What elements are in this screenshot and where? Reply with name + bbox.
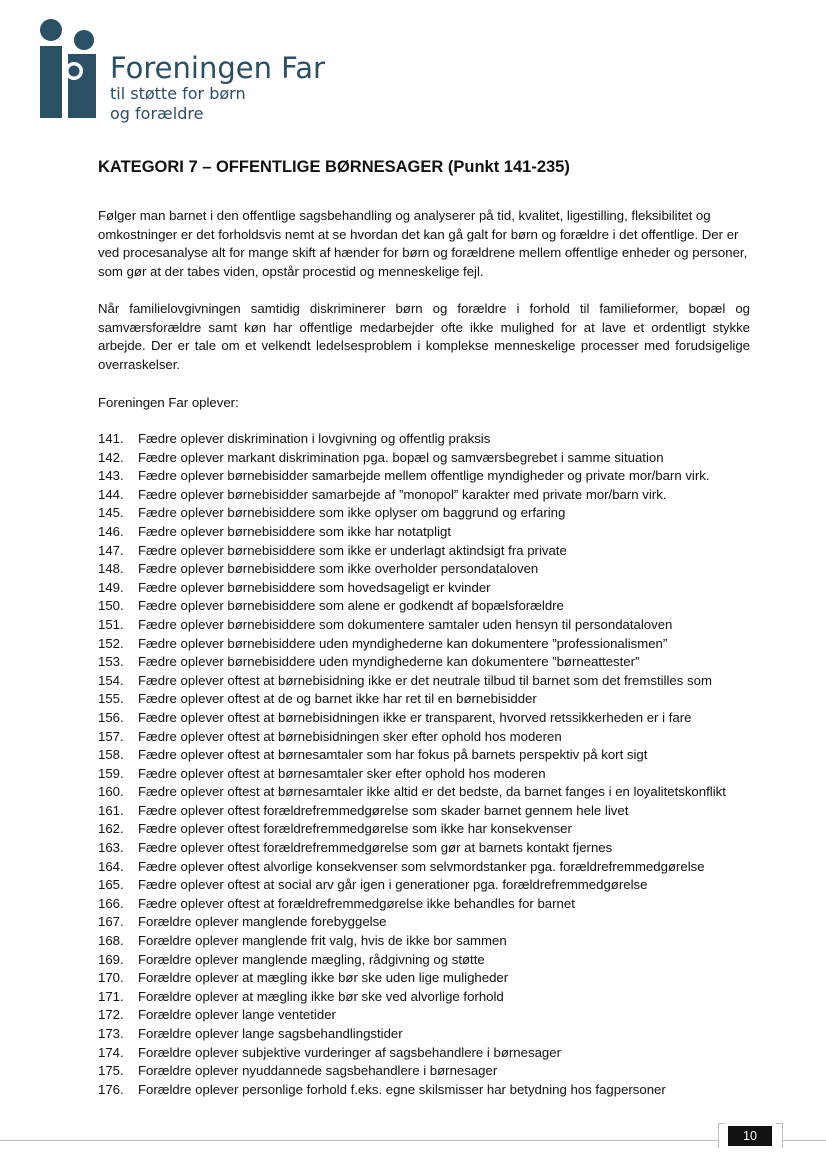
list-item [98, 430, 798, 449]
list-item [98, 1025, 798, 1044]
list-item-text: Fædre oplever oftest at de og barnet ikke har ret til en børnebisidder [138, 691, 537, 707]
logo-tagline-2: og forældre [110, 104, 204, 123]
list-item-text: Fædre oplever oftest forældrefremmedgørelse som skader barnet gennem hele livet [138, 802, 629, 818]
list-item [98, 951, 798, 970]
list-item [98, 839, 798, 858]
list-item-number: 145. [98, 505, 124, 521]
list-item-text: Fædre oplever børnebisiddere uden myndighederne kan dokumentere ”professionalismen” [138, 635, 668, 651]
list-item-number: 149. [98, 579, 124, 595]
list-item [98, 579, 798, 598]
list-item-number: 154. [98, 672, 124, 688]
list-item-number: 170. [98, 970, 124, 986]
list-item-text: Fædre oplever børnebisiddere som ikke oplyser om baggrund og erfaring [138, 505, 566, 521]
list-item-text: Fædre oplever oftest at børnesamtaler sker efter ophold hos moderen [138, 765, 546, 781]
list-item [98, 802, 798, 821]
list-item [98, 486, 798, 505]
list-item-number: 169. [98, 951, 124, 967]
list-item-text: Forældre oplever lange ventetider [138, 1007, 336, 1023]
list-item-number: 172. [98, 1007, 124, 1023]
list-item-number: 159. [98, 765, 124, 781]
list-item-text: Fædre oplever børnebisiddere som dokumentere samtaler uden hensyn til persondataloven [138, 616, 673, 632]
list-item [98, 913, 798, 932]
list-item-number: 171. [98, 988, 124, 1004]
list-item [98, 467, 798, 486]
list-item-text: Forældre oplever at mægling ikke bør ske ved alvorlige forhold [138, 988, 504, 1004]
list-item-number: 164. [98, 858, 124, 874]
list-item-number: 175. [98, 1063, 124, 1079]
list-item-number: 141. [98, 431, 124, 446]
list-item-number: 167. [98, 914, 124, 930]
list-item-text: Forældre oplever subjektive vurderinger af sagsbehandlere i børnesager [138, 1044, 561, 1060]
list-item-number: 168. [98, 933, 124, 949]
list-item-number: 165. [98, 877, 124, 893]
list-item-number: 146. [98, 523, 124, 539]
list-item-text: Forældre oplever lange sagsbehandlingstider [138, 1026, 403, 1041]
page-number: 10 [728, 1126, 772, 1146]
list-item-text: Fædre oplever børnebisiddere uden myndighederne kan dokumentere ”børneattester” [138, 654, 640, 670]
footer-divider [0, 1140, 718, 1141]
list-item [98, 876, 798, 895]
logo-name: Foreningen Far [110, 51, 325, 85]
list-item-text: Forældre oplever nyuddannede sagsbehandlere i børnesager [138, 1063, 498, 1079]
numbered-list [98, 430, 798, 1099]
list-item-number: 160. [98, 784, 124, 800]
paragraph-2: Når familielovgivningen samtidig diskriminerer børn og forældre i forhold til familieformer, bopæl og samværsforældre samt køn har offentlige medarbejder ofte ikke mulighed for at lave et ordentligt stykke arbejde. Der er tale om et velkendt ledelsesproblem i komplekse menneskelige processer med forudsigelige overraskelser. [98, 301, 750, 372]
list-item-text: Fædre oplever markant diskrimination pga. bopæl og samværsbegrebet i samme situation [138, 449, 664, 465]
list-item-number: 173. [98, 1026, 124, 1041]
list-item [98, 560, 798, 579]
list-item [98, 709, 798, 728]
page-number-frame-left [718, 1123, 725, 1148]
footer-divider-right [782, 1140, 826, 1141]
list-item [98, 1081, 798, 1100]
list-item [98, 783, 798, 802]
list-item [98, 1062, 798, 1081]
list-item-text: Forældre oplever manglende forebyggelse [138, 914, 387, 930]
list-item [98, 765, 798, 784]
list-item-text: Forældre oplever personlige forhold f.eks. egne skilsmisser har betydning hos fagpersoner [138, 1081, 666, 1097]
list-item [98, 1006, 798, 1025]
section-heading: KATEGORI 7 – OFFENTLIGE BØRNESAGER (Punkt 141-235) [98, 158, 570, 176]
list-item-number: 147. [98, 542, 124, 558]
list-item [98, 728, 798, 747]
list-item-text: Forældre oplever at mægling ikke bør ske uden lige muligheder [138, 970, 509, 986]
list-item-number: 150. [98, 598, 124, 614]
list-item-text: Fædre oplever oftest at forældrefremmedgørelse ikke behandles for barnet [138, 895, 575, 911]
list-item-text: Fædre oplever oftest at børnebisidning ikke er det neutrale tilbud til barnet som det fremstilles som [138, 672, 712, 688]
list-item [98, 616, 798, 635]
list-item [98, 523, 798, 542]
list-item-number: 176. [98, 1081, 124, 1097]
list-item-number: 152. [98, 635, 124, 651]
list-item-number: 158. [98, 747, 124, 763]
list-item-text: Fædre oplever oftest at børnebisidningen ikke er transparent, hvorved retssikkerheden er i fare [138, 709, 692, 725]
page-number-frame-right [776, 1123, 783, 1148]
list-item-text: Fædre oplever børnebisidder samarbejde af ”monopol” karakter med private mor/barn virk. [138, 486, 667, 502]
paragraph-intro: Foreningen Far oplever: [98, 395, 239, 410]
list-item [98, 858, 798, 877]
list-item [98, 895, 798, 914]
list-item-text: Forældre oplever manglende frit valg, hvis de ikke bor sammen [138, 933, 507, 949]
list-item-text: Fædre oplever børnebisiddere som ikke er underlagt aktindsigt fra private [138, 542, 567, 558]
list-item-text: Fædre oplever børnebisiddere som ikke har notatpligt [138, 523, 451, 539]
list-item [98, 969, 798, 988]
list-item-number: 151. [98, 616, 124, 632]
list-item [98, 653, 798, 672]
logo-icon [38, 18, 108, 118]
list-item [98, 1044, 798, 1063]
list-item-text: Fædre oplever diskrimination i lovgivning og offentlig praksis [138, 431, 491, 446]
list-item-number: 162. [98, 821, 124, 837]
list-item-number: 143. [98, 468, 124, 484]
list-item-text: Fædre oplever oftest at børnebisidningen sker efter ophold hos moderen [138, 728, 562, 744]
list-item [98, 672, 798, 691]
list-item-text: Fædre oplever børnebisiddere som alene er godkendt af bopælsforældre [138, 598, 564, 614]
list-item-text: Fædre oplever børnebisiddere som ikke overholder persondataloven [138, 561, 539, 577]
list-item-number: 155. [98, 691, 124, 707]
list-item-number: 148. [98, 561, 124, 577]
list-item [98, 988, 798, 1007]
list-item-number: 166. [98, 895, 124, 911]
list-item-number: 142. [98, 449, 124, 465]
logo-text [110, 52, 325, 124]
list-item [98, 690, 798, 709]
list-item-number: 153. [98, 654, 124, 670]
list-item-text: Fædre oplever oftest at børnesamtaler som har fokus på barnets perspektiv på kort sigt [138, 747, 648, 763]
list-item-number: 157. [98, 728, 124, 744]
list-item-text: Fædre oplever oftest forældrefremmedgørelse som gør at barnets kontakt fjernes [138, 840, 613, 856]
list-item-number: 156. [98, 709, 124, 725]
list-item-number: 144. [98, 486, 124, 502]
list-item-text: Fædre oplever oftest at børnesamtaler ikke altid er det bedste, da barnet fanges i en loyalitetskonflikt [138, 784, 726, 800]
list-item-number: 174. [98, 1044, 124, 1060]
list-item-text: Forældre oplever manglende mægling, rådgivning og støtte [138, 951, 485, 967]
list-item-text: Fædre oplever oftest forældrefremmedgørelse som ikke har konsekvenser [138, 821, 572, 837]
list-item [98, 746, 798, 765]
list-item [98, 504, 798, 523]
list-item-number: 163. [98, 840, 124, 856]
list-item [98, 542, 798, 561]
list-item [98, 597, 798, 616]
list-item-text: Fædre oplever oftest alvorlige konsekvenser som selvmordstanker pga. forældrefremmedgørelse [138, 858, 705, 874]
list-item [98, 449, 798, 468]
list-item [98, 820, 798, 839]
list-item-text: Fædre oplever oftest at social arv går igen i generationer pga. forældrefremmedgørelse [138, 877, 648, 893]
list-item-text: Fædre oplever børnebisiddere som hovedsageligt er kvinder [138, 579, 491, 595]
paragraph-1: Følger man barnet i den offentlige sagsbehandling og analyserer på tid, kvalitet, ligestilling, fleksibilitet og omkostninger er det forholdsvis nemt at se hvordan det kan gå galt for børn og forældre i det offentlige. Der er ved procesanalyse alt for mange skift af hænder for børn og forældrene mellem offentlige enheder og personer, som gør at der tabes viden, opstår procestid og menneskelige fejl. [98, 208, 748, 279]
list-item-text: Fædre oplever børnebisidder samarbejde mellem offentlige myndigheder og private mor/barn virk. [138, 468, 710, 484]
list-item [98, 932, 798, 951]
logo-tagline-1: til støtte for børn [110, 84, 246, 103]
logo [38, 18, 338, 128]
list-item [98, 635, 798, 654]
list-item-number: 161. [98, 802, 124, 818]
